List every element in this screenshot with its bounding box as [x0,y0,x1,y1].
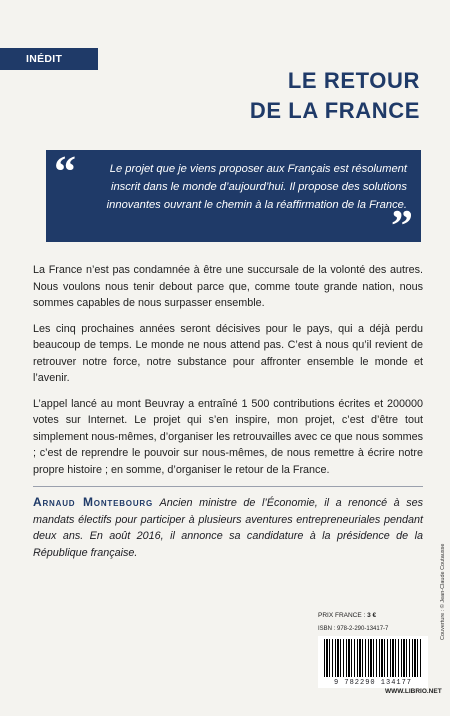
quote-box [46,147,421,250]
quote-text: Le projet que je viens proposer aux Français est résolument inscrit dans le monde d’aujourd’hui. Il propose des solutions innovantes ouvrant le chemin à la réaffirmation de la France. [106,163,407,211]
price-label: PRIX FRANCE : [318,612,368,619]
close-quote-icon: ” [391,201,413,250]
blurb-paragraph-2: Les cinq prochaines années seront décisives pour le pays, qui a déjà perdu beaucoup de temps. Le monde ne nous attend pas. C’est à nous qu’il revient de retrouver notre force, notre substance pour affronter ensemble le monde et l’avenir. [33,322,423,384]
publisher-website: WWW.LIBRIO.NET [385,688,442,695]
blurb [33,262,423,487]
open-quote-icon: “ [54,147,76,196]
book-title [250,66,420,126]
barcode [318,636,428,688]
isbn: ISBN : 978-2-290-13417-7 [318,626,389,632]
price-value: 3 € [367,612,377,619]
author-name: Arnaud Montebourg [33,495,154,509]
badge-inedit: INÉDIT [0,48,98,70]
cover-credit: Couverture : © Jean-Claude Coutausse [440,543,446,640]
divider [33,486,423,487]
blurb-paragraph-1: La France n’est pas condamnée à être une succursale de la volonté des autres. Nous voulons nous tenir debout parce que, comme toute grande nation, nous sommes capables de nous surpasser ensemble. [33,264,423,309]
barcode-bars-icon [324,639,422,677]
author-bio-block [33,494,423,561]
title-line-2: DE LA FRANCE [249,98,420,123]
barcode-number: 9 782290 134177 [333,679,412,687]
price [318,612,376,619]
blurb-paragraph-3: L’appel lancé au mont Beuvray a entraîné 1 500 contributions écrites et 200000 votes sur Internet. Le projet qui s’en inspire, mon projet, c’est d’être tout simplement nous-mêmes, d’organiser les retrouvailles avec ce que nous sommes ; c’est de reprendre le pouvoir sur nous-mêmes, de nous remettre à écrire notre propre histoire ; en somme, d’organiser le retour de la France. [33,397,423,476]
author-bio: Ancien ministre de l’Économie, il a renoncé à ses mandats électifs pour participer à plusieurs aventures entrepreneuriales pendant deux ans. En août 2016, il annonce sa candidature à la présidence de la République française. [33,497,424,559]
title-line-1: LE RETOUR [287,68,420,93]
